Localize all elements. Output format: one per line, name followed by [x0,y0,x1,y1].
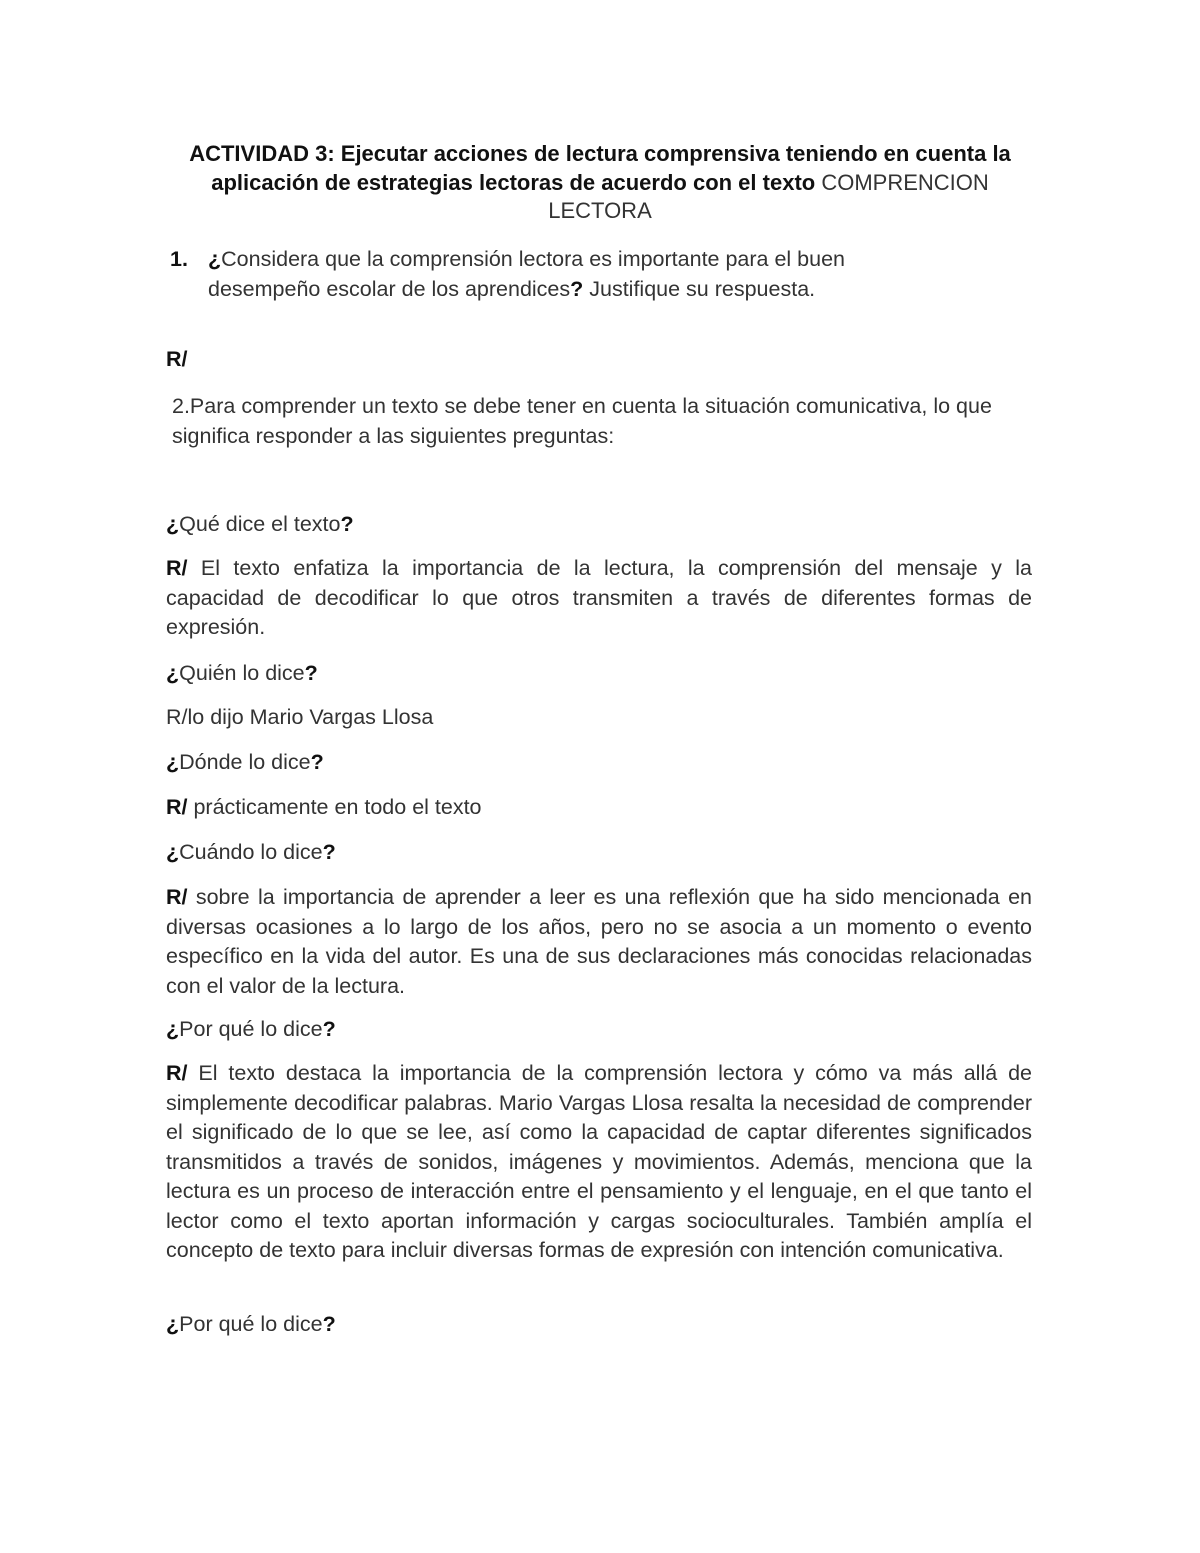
item-answer-5 [166,1059,1032,1266]
close-mark: ? [322,1312,336,1336]
title-text-name: COMPRENCION LECTORA [548,169,989,223]
item-question-6 [166,1310,1032,1340]
open-mark: ¿ [166,750,180,774]
item-question-5 [166,1015,1032,1045]
item-answer-text: R/lo dijo Mario Vargas Llosa [166,705,434,729]
title-activity-label: ACTIVIDAD 3 [189,141,328,166]
item-answer-text: sobre la importancia de aprender a leer es una reflexión que ha sido mencionada en diversas ocasiones a lo largo de los años, pero no se asocia a un momento o evento específico en la vida del autor. Es una de sus declaraciones más conocidas relacionadas con el valor de la lectura. [166,885,1032,998]
close-mark: ? [322,1017,336,1041]
question-1-body: Considera que la comprensión lectora es importante para el buen desempeño escolar de los aprendices [208,247,846,301]
activity-title [166,140,1034,226]
answer-label: R/ [166,795,188,819]
answer-label: R/ [166,1061,188,1085]
open-mark: ¿ [166,1312,180,1336]
question-1-close-mark: ? [570,277,584,301]
item-question-text: Por qué lo dice [179,1017,323,1041]
question-2-text: 2.Para comprender un texto se debe tener en cuenta la situación comunicativa, lo que significa responder a las siguientes preguntas: [172,394,992,448]
open-mark: ¿ [166,840,180,864]
open-mark: ¿ [166,661,180,685]
item-question-3 [166,748,1032,778]
item-answer-text: prácticamente en todo el texto [187,795,482,819]
question-1-open-mark: ¿ [208,247,222,271]
item-question-text: Cuándo lo dice [179,840,323,864]
question-1-text [208,244,948,304]
answer-label: R/ [166,885,188,909]
open-mark: ¿ [166,1017,180,1041]
item-answer-2 [166,703,1032,733]
answer-1-label: R/ [166,347,188,371]
item-answer-text: El texto destaca la importancia de la comprensión lectora y cómo va más allá de simplemente decodificar palabras. Mario Vargas Llosa resalta la necesidad de comprender el significado de lo que se lee, así como la capacidad de captar diferentes significados transmitidos a través de sonidos, imágenes y movimientos. Además, menciona que la lectura es un proceso de interacción entre el pensamiento y el lenguaje, en el que tanto el lector como el texto aportan información y cargas socioculturales. También amplía el concepto de texto para incluir diversas formas de expresión con intención comunicativa. [166,1061,1032,1262]
item-question-1 [166,510,1032,540]
item-question-4 [166,838,1032,868]
title-instructions: : Ejecutar acciones de lectura comprensiva teniendo en cuenta la aplicación de estrategias lectoras de acuerdo con el texto [211,141,1011,195]
item-question-text: Qué dice el texto [179,512,341,536]
item-answer-4 [166,883,1032,1001]
answer-label: R/ [166,556,188,580]
open-mark: ¿ [166,512,180,536]
close-mark: ? [340,512,354,536]
close-mark: ? [322,840,336,864]
item-answer-text: El texto enfatiza la importancia de la lectura, la comprensión del mensaje y la capacidad de decodificar lo que otros transmiten a través de diferentes formas de expresión. [166,556,1032,639]
item-question-text: Dónde lo dice [179,750,311,774]
item-question-2 [166,659,1032,689]
question-1-number: 1. [170,247,188,271]
item-question-text: Por qué lo dice [179,1312,323,1336]
question-1-tail: Justifique su respuesta. [583,277,816,301]
close-mark: ? [310,750,324,774]
close-mark: ? [304,661,318,685]
item-answer-1 [166,554,1032,643]
item-answer-3 [166,793,1032,823]
item-question-text: Quién lo dice [179,661,305,685]
